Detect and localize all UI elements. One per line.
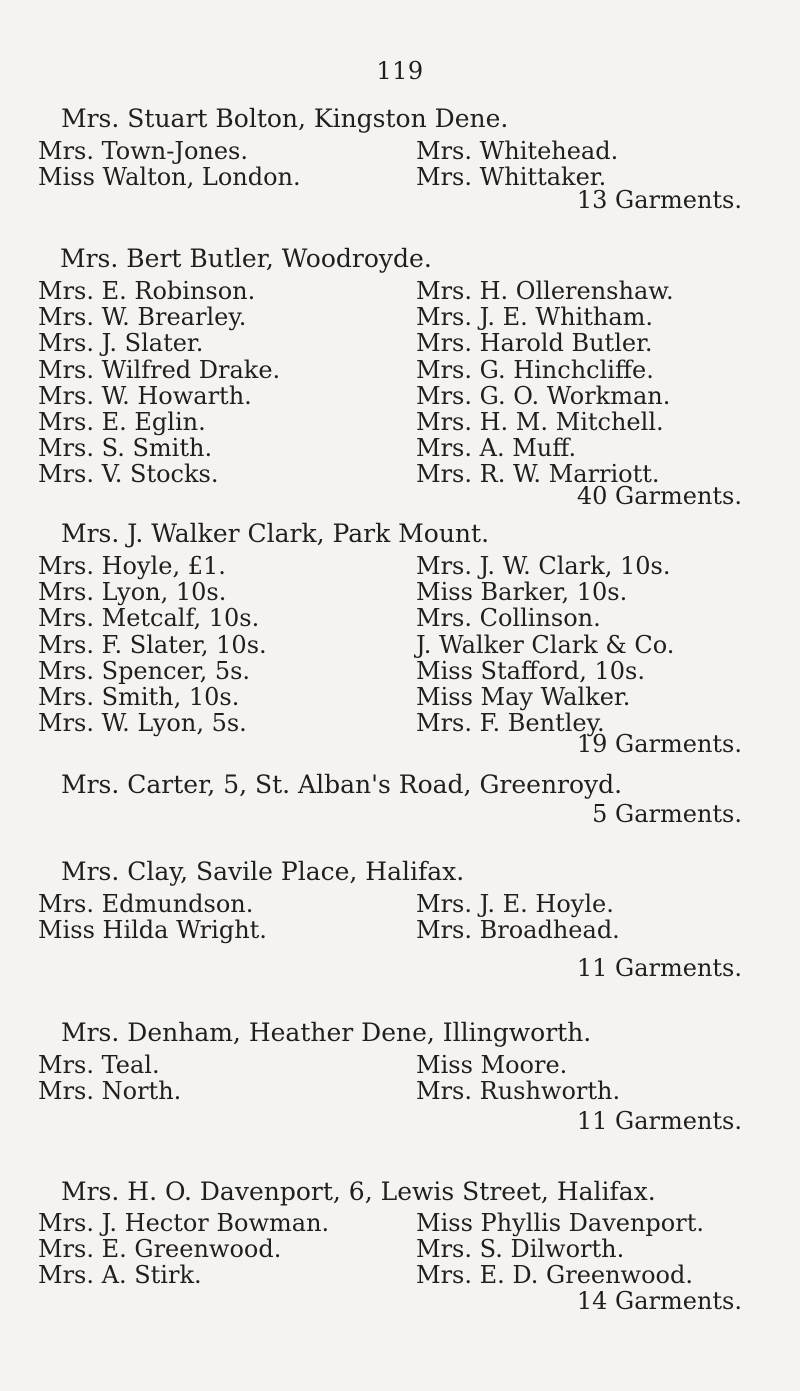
name-entry: Mrs. J. W. Clark, 10s. [416,552,671,580]
name-entry: J. Walker Clark & Co. [416,630,675,659]
group-heading: Mrs. Carter, 5, St. Alban's Road, Greenroyd. [61,770,623,799]
name-entry: Mrs. Rushworth. [416,1077,621,1106]
name-entry: Mrs. A. Stirk. [38,1261,202,1290]
right-name-column [416,1052,620,1104]
name-entry: Mrs. Edmundson. [38,890,254,918]
right-name-column [416,1210,704,1289]
right-name-column [416,891,620,943]
right-name-column [416,278,674,488]
right-name-column [416,553,674,736]
name-entry: Miss Barker, 10s. [416,578,628,607]
name-entry: Mrs. H. M. Mitchell. [416,408,664,437]
group-heading: Mrs. Clay, Savile Place, Halifax. [61,857,465,886]
name-entry: Mrs. W. Howarth. [38,381,252,410]
name-entry: Mrs. F. Bentley. [416,709,605,738]
name-entry: Mrs. Metcalf, 10s. [38,604,260,633]
name-entry: Miss Stafford, 10s. [416,656,645,685]
name-entry: Mrs. Broadhead. [416,916,620,945]
garment-total: 14 Garments. [576,1287,742,1315]
right-name-column [416,138,618,190]
left-name-column [38,553,267,736]
name-entry: Mrs. Town-Jones. [38,137,248,165]
garment-total: 11 Garments. [576,1107,742,1135]
left-name-column [38,891,267,943]
name-entry: Mrs. Smith, 10s. [38,683,240,712]
name-entry: Mrs. Hoyle, £1. [38,552,226,580]
name-entry: Mrs. A. Muff. [416,434,577,463]
name-entry: Mrs. E. Robinson. [38,277,256,305]
name-entry: Mrs. Harold Butler. [416,329,653,358]
garment-total: 11 Garments. [576,954,742,982]
name-entry: Mrs. North. [38,1077,182,1106]
name-entry: Mrs. S. Dilworth. [416,1235,625,1264]
name-entry: Miss May Walker. [416,683,631,712]
name-entry: Miss Moore. [416,1051,568,1079]
left-name-column [38,138,301,190]
garment-total: 5 Garments. [592,800,742,828]
name-entry: Mrs. Lyon, 10s. [38,578,227,607]
page-number: 119 [376,57,424,85]
name-entry: Mrs. J. E. Hoyle. [416,890,614,918]
name-entry: Mrs. S. Smith. [38,434,213,463]
name-entry: Mrs. R. W. Marriott. [416,460,660,489]
name-entry: Mrs. H. Ollerenshaw. [416,277,674,305]
name-entry: Mrs. E. Eglin. [38,408,206,437]
name-entry: Mrs. E. Greenwood. [38,1235,282,1264]
group-heading: Mrs. Bert Butler, Woodroyde. [60,244,432,273]
name-entry: Mrs. E. D. Greenwood. [416,1261,693,1290]
name-entry: Mrs. Collinson. [416,604,601,633]
garment-total: 19 Garments. [576,730,742,758]
left-name-column [38,1210,329,1289]
name-entry: Miss Phyllis Davenport. [416,1209,704,1237]
name-entry: Mrs. Spencer, 5s. [38,656,251,685]
name-entry: Mrs. J. E. Whitham. [416,303,654,332]
name-entry: Mrs. G. Hinchcliffe. [416,355,654,384]
left-name-column [38,278,280,488]
name-entry: Mrs. Whittaker. [416,163,607,192]
garment-total: 40 Garments. [576,482,742,510]
left-name-column [38,1052,181,1104]
group-heading: Mrs. Denham, Heather Dene, Illingworth. [61,1018,592,1047]
group-heading: Mrs. J. Walker Clark, Park Mount. [61,519,490,548]
name-entry: Mrs. Whitehead. [416,137,619,165]
name-entry: Mrs. G. O. Workman. [416,381,671,410]
group-heading: Mrs. H. O. Davenport, 6, Lewis Street, Halifax. [61,1177,656,1206]
name-entry: Mrs. J. Slater. [38,329,204,358]
name-entry: Miss Hilda Wright. [38,916,267,945]
name-entry: Mrs. V. Stocks. [38,460,219,489]
name-entry: Miss Walton, London. [38,163,301,192]
name-entry: Mrs. F. Slater, 10s. [38,630,267,659]
name-entry: Mrs. W. Lyon, 5s. [38,709,247,738]
group-heading: Mrs. Stuart Bolton, Kingston Dene. [61,104,509,133]
name-entry: Mrs. Teal. [38,1051,160,1079]
name-entry: Mrs. Wilfred Drake. [38,355,281,384]
name-entry: Mrs. W. Brearley. [38,303,247,332]
garment-total: 13 Garments. [576,186,742,214]
name-entry: Mrs. J. Hector Bowman. [38,1209,330,1237]
